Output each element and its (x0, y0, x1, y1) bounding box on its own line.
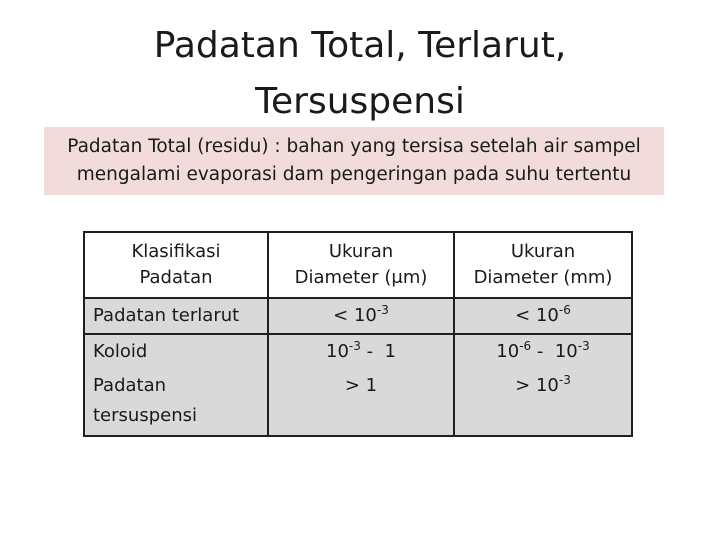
size-um-suffix: - 1 (360, 341, 396, 362)
header-classification-line-2: Padatan (139, 267, 213, 288)
size-mm-exponent-2: -3 (577, 339, 590, 353)
row-size-um (268, 298, 454, 334)
size-um-exponent: -3 (376, 303, 389, 317)
row-size-um (268, 369, 454, 436)
header-diameter-um (268, 232, 454, 298)
size-mm-value: < 10 (515, 305, 559, 326)
header-diameter-mm (454, 232, 632, 298)
row-size-um (268, 334, 454, 369)
row-classification (84, 369, 268, 436)
table-row (84, 298, 632, 334)
header-diameter-mm-line-1: Ukuran (510, 241, 576, 262)
row-classification: Padatan terlarut (84, 298, 268, 334)
table-header-row (84, 232, 632, 298)
size-mm-suffix: - 10 (531, 341, 578, 362)
header-classification-line-1: Klasifikasi (131, 241, 221, 262)
classification-table (83, 231, 633, 437)
size-um-value: < 10 (333, 305, 377, 326)
header-diameter-mm-line-2: Diameter (mm) (473, 267, 613, 288)
size-mm-exponent: -6 (558, 303, 571, 317)
row-classification-line-1: Padatan (93, 375, 167, 396)
header-diameter-um-line-1: Ukuran (328, 241, 394, 262)
row-size-mm (454, 369, 632, 436)
header-classification (84, 232, 268, 298)
row-size-mm (454, 334, 632, 369)
size-um-exponent: -3 (348, 339, 361, 353)
table-row (84, 369, 632, 436)
size-um-value: 10 (326, 341, 349, 362)
slide-title-line-1: Padatan Total, Terlarut, (153, 25, 567, 66)
size-mm-value: > 10 (515, 375, 559, 396)
slide-title-line-2: Tersuspensi (255, 81, 465, 122)
definition-line-2: mengalami evaporasi dam pengeringan pada suhu tertentu (76, 164, 632, 185)
size-mm-exponent: -6 (519, 339, 532, 353)
table-row (84, 334, 632, 369)
size-mm-value: 10 (496, 341, 520, 362)
size-um-value: > 1 (344, 375, 378, 396)
row-classification-line-2: tersuspensi (93, 405, 197, 426)
row-classification: Koloid (84, 334, 268, 369)
size-mm-exponent: -3 (558, 373, 571, 387)
header-diameter-um-line-2: Diameter (μm) (294, 267, 428, 288)
row-size-mm (454, 298, 632, 334)
definition-box (44, 127, 664, 195)
slide-title (0, 18, 720, 130)
definition-line-1: Padatan Total (residu) : bahan yang tersisa setelah air sampel (67, 136, 641, 157)
